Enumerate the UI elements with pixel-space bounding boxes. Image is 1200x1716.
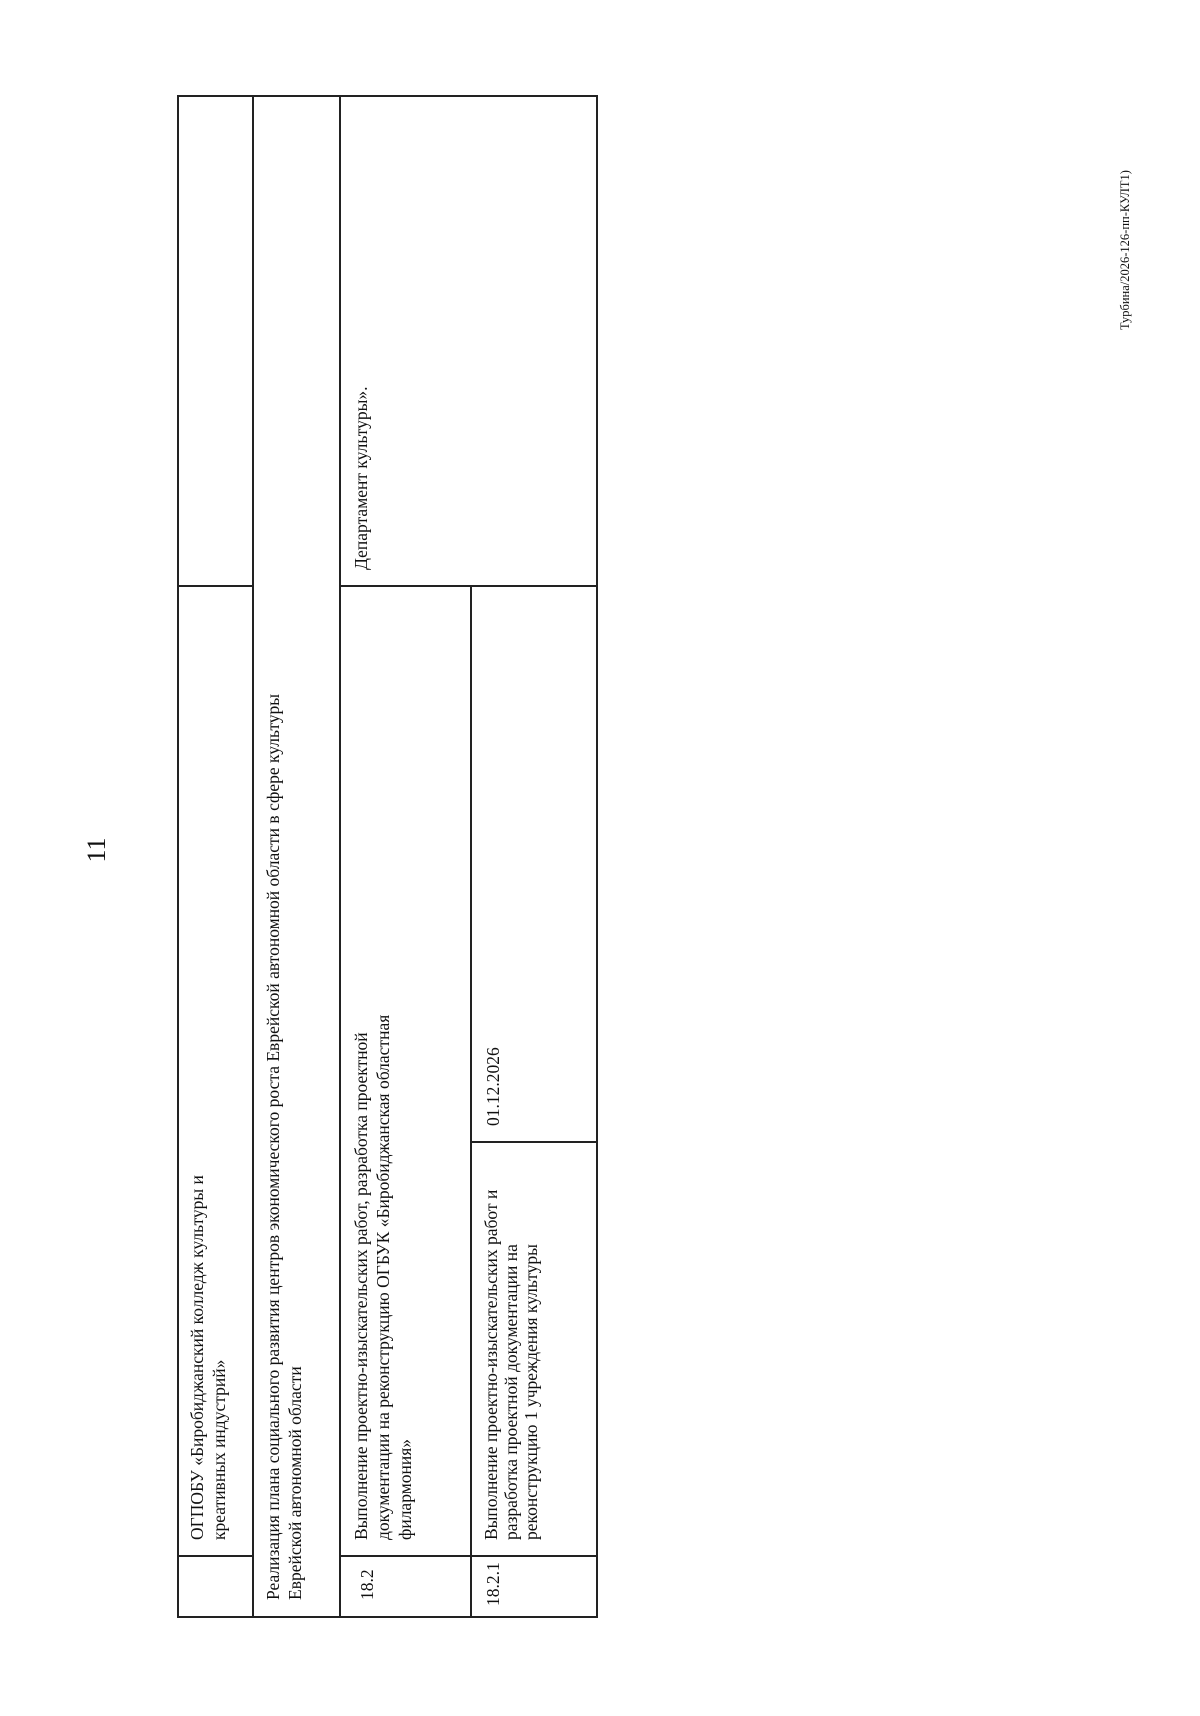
- row2-text: Реализация плана социального развития центров экономического роста Еврейской автономной области в сфере культуры Еврейской автономной области: [263, 693, 305, 1600]
- row4-date: 01.12.2026: [483, 1047, 503, 1126]
- row4-number: 18.2.1: [483, 1562, 503, 1606]
- footer-code: Турбина/2026-126-пп-КУЛТ1): [1118, 170, 1132, 330]
- row4-text: Выполнение проектно-изыскательских работ и разработка проектной документации на реконструкцию 1 учреждения культуры: [481, 1189, 541, 1540]
- row3-responsible: Департамент культуры».: [351, 386, 371, 570]
- row3-text: Выполнение проектно-изыскательских работ, разработка проектной документации на реконструкцию ОГБУК «Биробиджанская областная филармония»: [351, 1014, 415, 1540]
- page-number: 11: [82, 837, 111, 863]
- row1-organization: ОГПОБУ «Биробиджанский колледж культуры и креативных индустрий»: [187, 1175, 229, 1540]
- row3-number: 18.2: [357, 1569, 377, 1600]
